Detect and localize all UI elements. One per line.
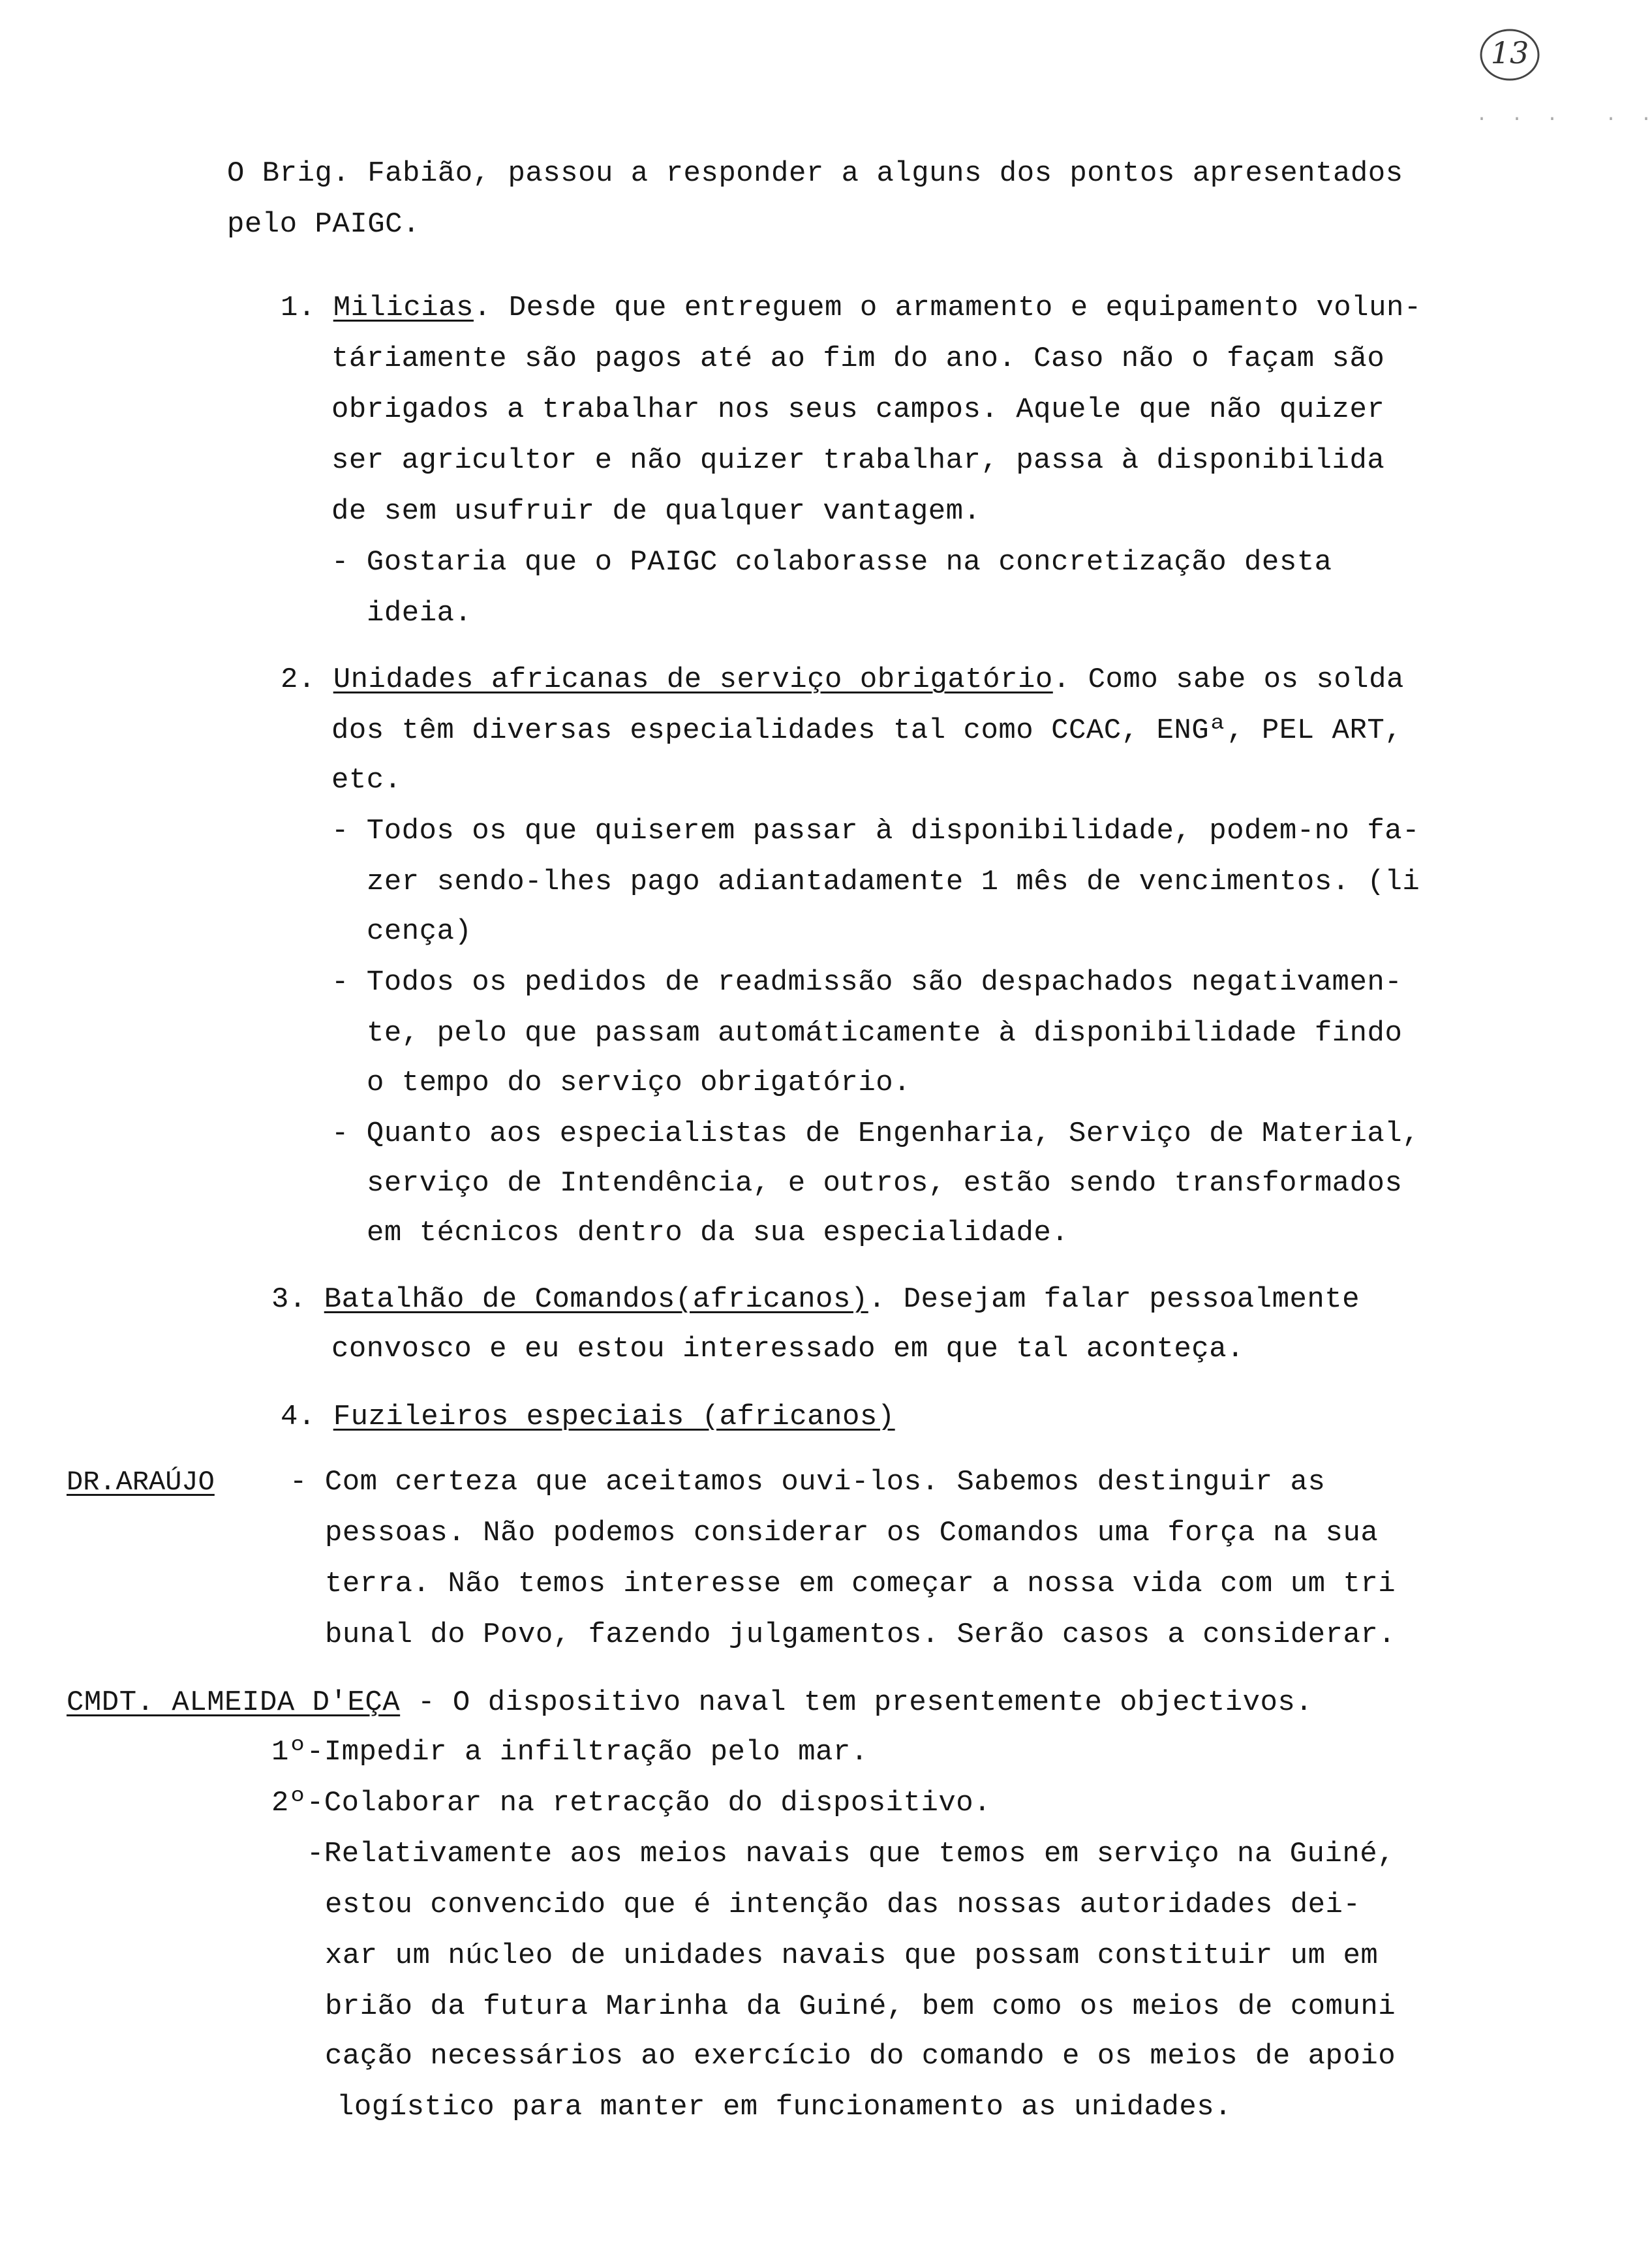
bullet-text: zer sendo-lhes pago adiantadamente 1 mês de vencimentos. (li (367, 866, 1420, 898)
item-text: obrigados a trabalhar nos seus campos. Aquele que não quizer (331, 393, 1385, 426)
bullet-text: ideia. (367, 597, 472, 630)
speech-text: bunal do Povo, fazendo julgamentos. Serão casos a considerar. (325, 1619, 1396, 1651)
margin-dots: . . . . . (1476, 104, 1652, 127)
bullet-text: serviço de Intendência, e outros, estão sendo transformados (367, 1167, 1403, 1200)
item-title: Fuzileiros especiais (africanos) (333, 1401, 895, 1433)
page-number: 13 (1490, 35, 1529, 70)
bullet-text: - Todos os que quiserem passar à disponibilidade, podem-no fa- (331, 815, 1420, 847)
item-text: . Desde que entreguem o armamento e equipamento volun- (473, 292, 1422, 324)
item-1-heading (281, 291, 1422, 325)
bullet-text: - Gostaria que o PAIGC colaborasse na concretização desta (331, 546, 1332, 579)
speech-text: brião da futura Marinha da Guiné, bem como os meios de comuni (325, 1990, 1396, 2023)
item-text: convosco e eu estou interessado em que tal aconteça. (331, 1333, 1245, 1365)
bullet-text: te, pelo que passam automáticamente à disponibilidade findo (367, 1017, 1403, 1050)
item-text: . Como sabe os solda (1052, 663, 1404, 696)
intro-line: pelo PAIGC. (227, 208, 420, 241)
item-text: . Desejam falar pessoalmente (868, 1283, 1360, 1316)
speech-text: -Relativamente aos meios navais que temos em serviço na Guiné, (307, 1838, 1396, 1870)
speech-text: cação necessários ao exercício do comando e os meios de apoio (325, 2040, 1396, 2073)
item-3-heading (271, 1283, 1360, 1316)
objective-1: 1º-Impedir a infiltração pelo mar. (271, 1736, 868, 1769)
item-title: Unidades africanas de serviço obrigatório (333, 663, 1053, 696)
item-4-heading (281, 1400, 895, 1434)
page-number-stamp (1476, 23, 1544, 86)
speaker-deca: CMDT. ALMEIDA D'EÇA (67, 1686, 401, 1719)
item-number: 4. (281, 1401, 316, 1433)
item-title: Milicias (333, 292, 474, 324)
speaker-deca-line (67, 1686, 1313, 1720)
item-text: de sem usufruir de qualquer vantagem. (331, 495, 981, 528)
speech-text: - O dispositivo naval tem presentemente objectivos. (400, 1686, 1313, 1719)
bullet-text: em técnicos dentro da sua especialidade. (367, 1217, 1069, 1249)
objective-2: 2º-Colaborar na retracção do dispositivo. (271, 1787, 992, 1819)
item-number: 3. (271, 1283, 307, 1316)
speech-text: pessoas. Não podemos considerar os Comandos uma força na sua (325, 1517, 1379, 1549)
speech-text: terra. Não temos interesse em começar a nossa vida com um tri (325, 1568, 1396, 1600)
item-title: Batalhão de Comandos(africanos) (324, 1283, 868, 1316)
speech-text: - Com certeza que aceitamos ouvi-los. Sabemos destinguir as (290, 1466, 1326, 1498)
bullet-text: cença) (367, 915, 472, 948)
item-number: 2. (281, 663, 316, 696)
intro-line: O Brig. Fabião, passou a responder a alguns dos pontos apresentados (227, 157, 1403, 190)
speaker-araujo: DR.ARAÚJO (67, 1467, 215, 1498)
item-2-heading (281, 663, 1404, 697)
speech-text: xar um núcleo de unidades navais que possam constituir um em (325, 1939, 1379, 1972)
speech-text: estou convencido que é intenção das nossas autoridades dei- (325, 1889, 1361, 1921)
item-text: ser agricultor e não quizer trabalhar, passa à disponibilida (331, 444, 1385, 477)
item-text: etc. (331, 764, 402, 797)
item-text: dos têm diversas especialidades tal como CCAC, ENGª, PEL ART, (331, 714, 1403, 747)
bullet-text: - Todos os pedidos de readmissão são despachados negativamen- (331, 966, 1403, 999)
item-text: táriamente são pagos até ao fim do ano. Caso não o façam são (331, 342, 1385, 375)
speech-text: logístico para manter em funcionamento as unidades. (337, 2091, 1232, 2123)
item-number: 1. (281, 292, 316, 324)
bullet-text: o tempo do serviço obrigatório. (367, 1067, 911, 1099)
bullet-text: - Quanto aos especialistas de Engenharia, Serviço de Material, (331, 1117, 1420, 1150)
